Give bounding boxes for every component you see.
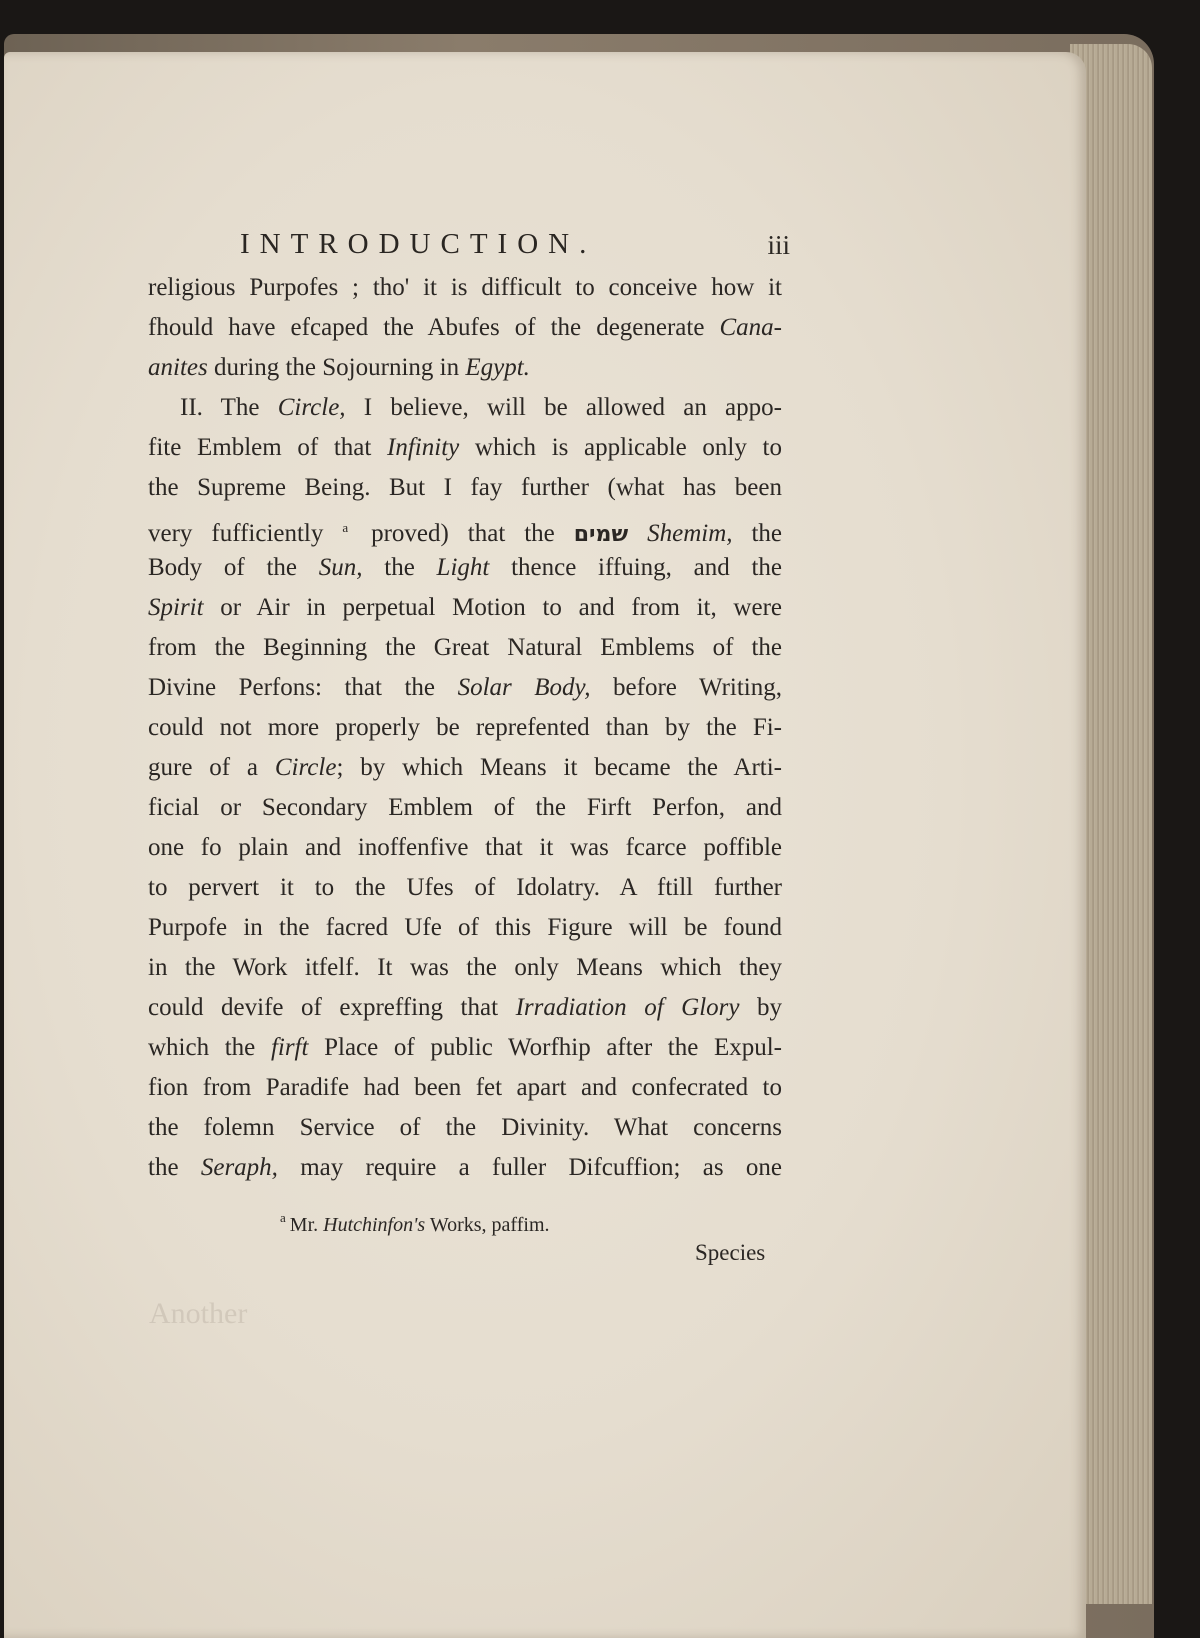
text-line: to pervert it to the Ufes of Idolatry. A ftill further — [148, 874, 782, 901]
text-line: could devife of expreffing that Irradiation of Glory by — [148, 994, 782, 1021]
page-number: iii — [767, 230, 790, 260]
text-line: the folemn Service of the Divinity. What concerns — [148, 1114, 782, 1141]
text-line: II. The Circle, I believe, will be allowed an appo- — [180, 394, 782, 421]
text-line: the Supreme Being. But I fay further (what has been — [148, 474, 782, 501]
text-line: the Seraph, may require a fuller Difcuffion; as one — [148, 1154, 782, 1181]
text-line: religious Purpofes ; tho' it is difficult to conceive how it — [148, 274, 782, 301]
body-text — [148, 268, 782, 1188]
text-line: fhould have efcaped the Abufes of the degenerate Cana- — [148, 314, 782, 341]
footnote-marker: a — [342, 520, 349, 535]
text-line: Divine Perfons: that the Solar Body, before Writing, — [148, 674, 782, 701]
page-header — [150, 228, 790, 268]
running-head: INTRODUCTION. — [240, 228, 597, 260]
text-line: could not more properly be reprefented than by the Fi- — [148, 714, 782, 741]
footnote: $^a$ Mr. Hutchinfon's Works, paffim. — [280, 1210, 550, 1236]
text-line: Spirit or Air in perpetual Motion to and from it, were — [148, 594, 782, 621]
text-line: which the firft Place of public Worfhip after the Expul- — [148, 1034, 783, 1061]
footnote-marker: a — [280, 1210, 286, 1225]
catchword: Species — [695, 1240, 766, 1265]
text-line: very fufficiently $^a$ proved) that the שמים Shemim, the — [148, 520, 783, 547]
text-line: from the Beginning the Great Natural Emblems of the — [148, 634, 782, 661]
text-line: Purpofe in the facred Ufe of this Figure will be found — [148, 914, 782, 941]
text-line: fion from Paradife had been fet apart and confecrated to — [148, 1074, 782, 1101]
text-line: Body of the Sun, the Light thence iffuing, and the — [148, 554, 783, 581]
show-through-text: Another — [149, 1297, 248, 1330]
hebrew-word: שמים — [573, 522, 629, 547]
text-line: gure of a Circle; by which Means it became the Arti- — [148, 754, 782, 781]
text-line: one fo plain and inoffenfive that it was fcarce poffible — [148, 834, 782, 861]
text-line: ficial or Secondary Emblem of the Firft Perfon, and — [148, 794, 782, 821]
text-line: anites during the Sojourning in Egypt. — [148, 354, 530, 381]
text-line: fite Emblem of that Infinity which is applicable only to — [148, 434, 782, 461]
text-line: in the Work itfelf. It was the only Means which they — [148, 954, 782, 981]
